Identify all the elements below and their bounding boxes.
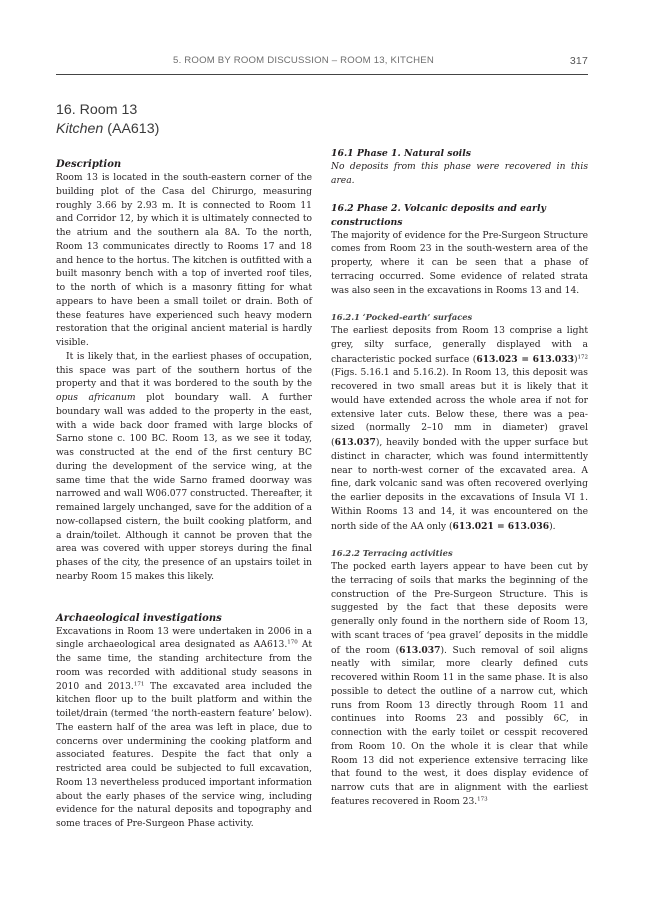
pocked-heading: 16.2.1 ‘Pocked-earth’ surfaces	[331, 312, 473, 323]
page-number: 317	[569, 55, 588, 67]
chapter-subtitle-italic: Kitchen	[56, 120, 104, 137]
description-paragraph-1: Room 13 is located in the south-eastern corner of the building plot of the Casa del Chirurgo, measuring roughly 3.66 by 2.93 m. It is connected to Room 11 and Corridor 12, by which it is ultimately connected to the atrium and the southern ala 8A. To the north, Room 13 communicates directly to Rooms 17 and 18 and hence to the hortus. The kitchen is outfitted with a built masonry bench with a top of inverted roof tiles, to the north of which is a masonry fitting for what appears to have been a small toilet or drain. Both of these features have experienced such heavy modern restoration that the original ancient material is hardly visible.	[56, 173, 312, 348]
pocked-text-1b: )	[573, 354, 578, 365]
phase1-text: No deposits from this phase were recovered in this area.	[331, 162, 588, 186]
running-title: 5. ROOM BY ROOM DISCUSSION – ROOM 13, KITCHEN	[173, 55, 434, 66]
terracing-paragraph	[331, 561, 588, 810]
phase2-text: The majority of evidence for the Pre-Surgeon Structure comes from Room 23 in the south-western area of the property, where it can be seen that a phase of terracing occurred. Some evidence of related strata was also seen in the excavations in Rooms 13 and 14.	[331, 230, 588, 296]
footnote-ref-171: 171	[133, 681, 145, 687]
chapter-title	[56, 101, 312, 138]
chapter-subtitle	[56, 120, 312, 139]
context-613-037-b: 613.037	[399, 644, 441, 656]
phase2-heading: 16.2 Phase 2. Volcanic deposits and early constructions	[331, 202, 546, 228]
right-column	[331, 86, 588, 810]
description-p2-text-b: plot boundary wall. A further boundary wall was added to the property in the east, with a wide back door framed with large blocks of Sarno stone c. 100 BC. Room 13, as we see it today, was constructed at the end of the first century BC during the development of the service wing, at the same time that the wide Sarno framed doorway was narrowed and wall W06.077 constructed. Thereafter, it remained largely unchanged, save for the addition of a now-collapsed cistern, the built cooking platform, and a drain/toilet. Although it cannot be proven that the area was covered with upper storeys during the final phases of the city, the presence of an upstairs toilet in nearby Room 15 makes this likely.	[56, 393, 312, 582]
pocked-text-2: (Figs. 5.16.1 and 5.16.2). In Room 13, this deposit was recovered in two small areas but it is likely that it would have extended across the whole area if not for extensive later cuts. Below these, there was a pea-sized (normally 2–10 mm in diameter) gravel (	[331, 368, 588, 448]
investigations-text-c: The excavated area included the kitchen floor up to the built platform and within the toilet/drain (termed ‘the north-eastern feature’ below). The eastern half of the area was left in place, due to concerns over undermining the cooking platform and associated features. Despite the fact that only a restricted area could be subjected to full excavation, Room 13 nevertheless produced important information about the early phases of the service wing, including evidence for the natural deposits and topography and some traces of Pre-Surgeon Phase activity.	[56, 681, 312, 829]
pocked-paragraph	[331, 325, 588, 534]
description-p2-text-a: It is likely that, in the earliest phases of occupation, this space was part of the southern hortus of the property and that it was bordered to the south by the	[56, 351, 312, 390]
pocked-text-4: ).	[549, 521, 556, 532]
context-613-023: 613.023 = 613.033	[476, 353, 574, 365]
description-paragraph-2	[56, 351, 312, 585]
description-p2-italic: opus africanum	[56, 393, 136, 403]
description-heading: Description	[56, 159, 122, 170]
chapter-subtitle-code: (AA613)	[103, 120, 160, 137]
investigations-heading: Archaeological investigations	[56, 612, 222, 624]
phase1-heading: 16.1 Phase 1. Natural soils	[331, 148, 471, 159]
terracing-text-2: ). Such removal of soil aligns neatly with similar, more clearly defined cuts recovered within Room 11 in the same phase. It is also possible to detect the outline of a narrow cut, which runs from Room 13 directly through Room 11 and continues into Rooms 23 and possibly 6C, in connection with the early toilet or cesspit recovered from Room 10. On the whole it is clear that while Room 13 did not experience extensive terracing like that found to the west, it does display evidence of narrow cuts that are in alignment with the earliest features recovered in Room 23.	[331, 645, 588, 807]
footnote-ref-173: 173	[477, 796, 488, 803]
investigations-paragraph	[56, 626, 312, 832]
chapter-number-title: 16. Room 13	[56, 102, 138, 118]
investigations-text-b: At the same time, the standing architecture from the room was recorded with additional study seasons in 2010 and 2013.	[56, 640, 312, 692]
investigations-text-a: Excavations in Room 13 were undertaken in 2006 in a single archaeological area designated as AA613.	[56, 626, 312, 651]
context-613-037: 613.037	[334, 437, 376, 448]
context-613-021: 613.021 = 613.036	[452, 520, 550, 532]
pocked-text-3: ), heavily bonded with the upper surface but distinct in character, which was found intermittently near to north-west corner of the excavated area. A fine, dark volcanic sand was often recovered overlying the earlier deposits in the excavations of Insula VI 1. Within Rooms 13 and 14, it was encountered on the north side of the AA only (	[331, 438, 588, 532]
running-head	[56, 55, 588, 71]
header-rule	[56, 74, 588, 75]
footnote-ref-172: 172	[577, 354, 589, 360]
left-column	[56, 92, 312, 832]
pocked-text-1: The earliest deposits from Room 13 comprise a light grey, silty surface, generally displayed with a characteristic pocked surface (	[331, 326, 588, 365]
terracing-text-1: The pocked earth layers appear to have been cut by the terracing of soils that marks the beginning of the construction of the Pre-Surgeon Structure. This is suggested by the fact that these deposits were generally only found in the northern side of Room 13, with scant traces of ‘pea gravel’ deposits in the middle of the room (	[331, 562, 588, 656]
footnote-ref-170: 170	[287, 639, 298, 646]
terracing-heading: 16.2.2 Terracing activities	[331, 548, 453, 559]
